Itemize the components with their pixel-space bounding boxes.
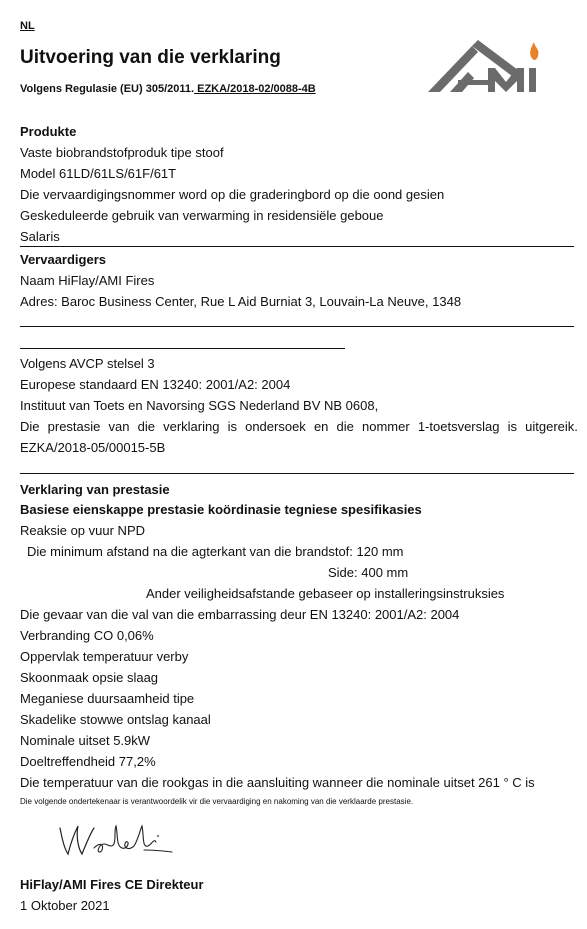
statement-word: en [313,419,329,434]
product-type: Vaste biobrandstofproduk tipe stoof [20,145,224,160]
divider [20,473,574,474]
performance-item: Meganiese duursaamheid tipe [20,691,195,706]
test-report-number: EZKA/2018-05/00015-5B [20,440,166,455]
statement-word: 1-toetsverslag [417,419,500,434]
divider [20,326,574,327]
test-statement-words [20,419,578,434]
performance-item: Skadelike stowwe ontslag kanaal [20,712,211,727]
product-use: Geskeduleerde gebruik van verwarming in residensiële geboue [20,208,384,223]
statement-word: uitgereik. [525,419,578,434]
divider [20,246,574,247]
flame-icon [530,42,538,60]
performance-item: Oppervlak temperatuur verby [20,649,189,664]
products-heading: Produkte [20,124,77,139]
performance-item: Die temperatuur van die rookgas in die aansluiting wanneer die nominale uitset 261 ° C is [20,775,535,790]
signer-title: HiFlay/AMI Fires CE Direkteur [20,877,204,892]
logo-a-bar [458,80,488,85]
statement-word: van [108,419,130,434]
product-model: Model 61LD/61LS/61F/61T [20,166,177,181]
statement-word: die [137,419,155,434]
manufacturer-address: Adres: Baroc Business Center, Rue L Aid Burniat 3, Louvain-La Neuve, 1348 [20,294,462,309]
logo-text: AMi [428,36,430,37]
avcp-system: Volgens AVCP stelsel 3 [20,356,155,371]
performance-item: Die gevaar van die val van die embarrassing deur EN 13240: 2001/A2: 2004 [20,607,460,622]
handwritten-signature [56,820,176,860]
performance-heading: Verklaring van prestasie [20,482,170,497]
regulation-line [20,83,316,95]
manufacturers-heading: Vervaardigers [20,252,107,267]
statement-word: nommer [362,419,410,434]
fire-reaction: Reaksie op vuur NPD [20,523,145,538]
logo-roof-left [428,46,478,92]
regulation-code: EZKA/2018-02/0088-4B [194,83,316,95]
statement-word: is [227,419,237,434]
test-institute: Instituut van Toets en Navorsing SGS Nederland BV NB 0608, [20,398,379,413]
statement-word: prestasie [47,419,101,434]
statement-word: is [507,419,517,434]
performance-item: Skoonmaak opsie slaag [20,670,159,685]
statement-word: Die [20,419,40,434]
european-standard: Europese standaard EN 13240: 2001/A2: 2004 [20,377,291,392]
test-statement [20,419,578,434]
side-distance: Side: 400 mm [328,565,409,580]
product-serial-note: Die vervaardigingsnommer word op die graderingbord op die oond gesien [20,187,445,202]
performance-item: Doeltreffendheid 77,2% [20,754,156,769]
performance-subheading: Basiese eienskappe prestasie koördinasie tegniese spesifikasies [20,502,422,517]
manufacturer-name: Naam HiFlay/AMI Fires [20,273,155,288]
statement-word: ondersoek [245,419,306,434]
ami-logo [428,36,550,98]
logo-i-stem [529,68,536,92]
min-rear-distance: Die minimum afstand na die agterkant van die brandstof: 120 mm [27,544,404,559]
logo-m-right [517,68,524,92]
statement-word: die [336,419,354,434]
performance-item: Verbranding CO 0,06% [20,628,154,643]
signature-date: 1 Oktober 2021 [20,898,110,913]
other-safety-distances: Ander veiligheidsafstande gebaseer op installeringsinstruksies [146,586,505,601]
regulation-prefix: Volgens Regulasie (EU) 305/2011. [20,83,195,95]
performance-item: Nominale uitset 5.9kW [20,733,151,748]
statement-word: verklaring [163,419,220,434]
document-title: Uitvoering van die verklaring [20,47,281,68]
language-code: NL [20,20,35,32]
divider-short [20,348,345,349]
product-salaris: Salaris [20,229,60,244]
responsibility-note: Die volgende ondertekenaar is verantwoordelik vir die vervaardiging en nakoming van die verklaarde prestasie. [20,797,414,806]
